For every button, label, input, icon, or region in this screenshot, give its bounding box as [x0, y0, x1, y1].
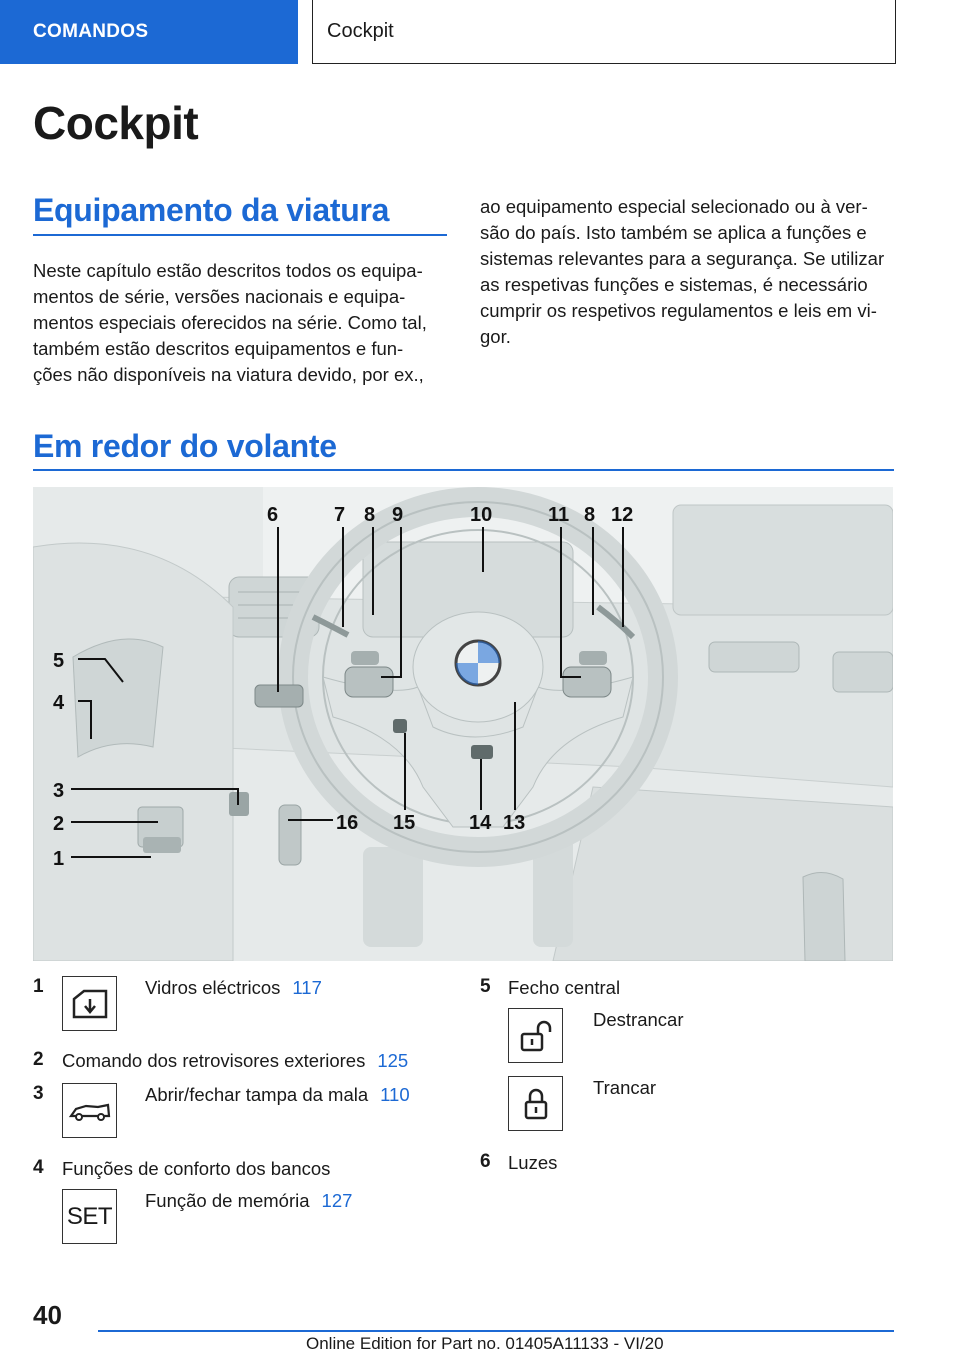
legend-label: Vidros eléctricos [145, 977, 281, 998]
callout-2: 2 [53, 813, 65, 835]
heading-rule [33, 469, 894, 471]
callout-10: 10 [470, 504, 493, 526]
text-line: também estão descritos equipamentos e fun- [33, 338, 404, 359]
text-line: gor. [480, 326, 511, 347]
section-tab[interactable]: COMANDOS [0, 0, 298, 64]
cockpit-drawing [33, 487, 893, 961]
unlock-icon [508, 1008, 563, 1063]
callout-7: 7 [334, 504, 346, 526]
callout-6: 6 [267, 504, 279, 526]
text-line: mentos de série, versões nacionais e equipa- [33, 286, 406, 307]
legend-item-mirrors [62, 1049, 408, 1073]
intro-paragraph-left [33, 258, 427, 388]
text-line: são do país. Isto também se aplica a funções e [480, 222, 867, 243]
legend-item-lights: Luzes [508, 1152, 558, 1173]
legend-number: 6 [480, 1151, 491, 1172]
set-memory-icon [62, 1189, 117, 1244]
page-ref-link[interactable]: 125 [377, 1050, 409, 1071]
legend-item-windows [145, 976, 322, 1000]
heading-rule [33, 234, 447, 236]
callout-1: 1 [53, 848, 65, 870]
legend-label: Comando dos retrovisores exteriores [62, 1050, 366, 1071]
footer-rule [98, 1330, 894, 1332]
legend-item-unlock: Destrancar [593, 1009, 684, 1030]
text-line: mentos especiais oferecidos na série. Como tal, [33, 312, 427, 333]
callout-3: 3 [53, 780, 65, 802]
legend-number: 5 [480, 976, 491, 997]
callout-8-right: 8 [584, 504, 596, 526]
legend-item-seat-comfort: Funções de conforto dos bancos [62, 1158, 331, 1179]
legend-number: 1 [33, 976, 44, 997]
text-line: ao equipamento especial selecionado ou à ver- [480, 196, 868, 217]
legend-item-central-lock: Fecho central [508, 977, 621, 998]
callout-12: 12 [611, 504, 634, 526]
page-ref-link[interactable]: 110 [380, 1084, 410, 1105]
legend-number: 4 [33, 1157, 44, 1178]
callout-16: 16 [336, 812, 359, 834]
legend-item-memory [145, 1189, 352, 1213]
text-line: sistemas relevantes para a segurança. Se utilizar [480, 248, 885, 269]
footer-edition: Online Edition for Part no. 01405A11133 - VI/20 [306, 1334, 664, 1353]
callout-4: 4 [53, 692, 65, 714]
page-ref-link[interactable]: 127 [321, 1190, 353, 1211]
breadcrumb: Cockpit [312, 0, 896, 64]
text-line: as respetivas funções e sistemas, é necessário [480, 274, 868, 295]
legend-number: 2 [33, 1049, 44, 1070]
legend-label: Abrir/fechar tampa da mala [145, 1084, 369, 1105]
cockpit-illustration [33, 487, 893, 961]
text-line: Neste capítulo estão descritos todos os equipa- [33, 260, 423, 281]
icon-text: SET [66, 1202, 113, 1230]
callout-14: 14 [469, 812, 492, 834]
intro-paragraph-right [480, 194, 884, 350]
page-ref-link[interactable]: 117 [292, 977, 322, 998]
legend-number: 3 [33, 1083, 44, 1104]
page-title: Cockpit [33, 97, 199, 149]
callout-8-left: 8 [364, 504, 376, 526]
page-number: 40 [33, 1300, 62, 1330]
callout-13: 13 [503, 812, 526, 834]
legend-label: Função de memória [145, 1190, 310, 1211]
callout-15: 15 [393, 812, 416, 834]
section-heading-equipment: Equipamento da viatura [33, 192, 390, 228]
section-heading-steering: Em redor do volante [33, 428, 337, 464]
legend-item-lock: Trancar [593, 1077, 657, 1098]
trunk-lid-icon [62, 1083, 117, 1138]
text-line: ções não disponíveis na viatura devido, por ex., [33, 364, 424, 385]
callout-5: 5 [53, 650, 65, 672]
legend-item-trunk [145, 1083, 410, 1107]
text-line: cumprir os respetivos regulamentos e leis em vi- [480, 300, 877, 321]
lock-icon [508, 1076, 563, 1131]
callout-9: 9 [392, 504, 404, 526]
window-switch-icon [62, 976, 117, 1031]
callout-11: 11 [548, 504, 570, 526]
